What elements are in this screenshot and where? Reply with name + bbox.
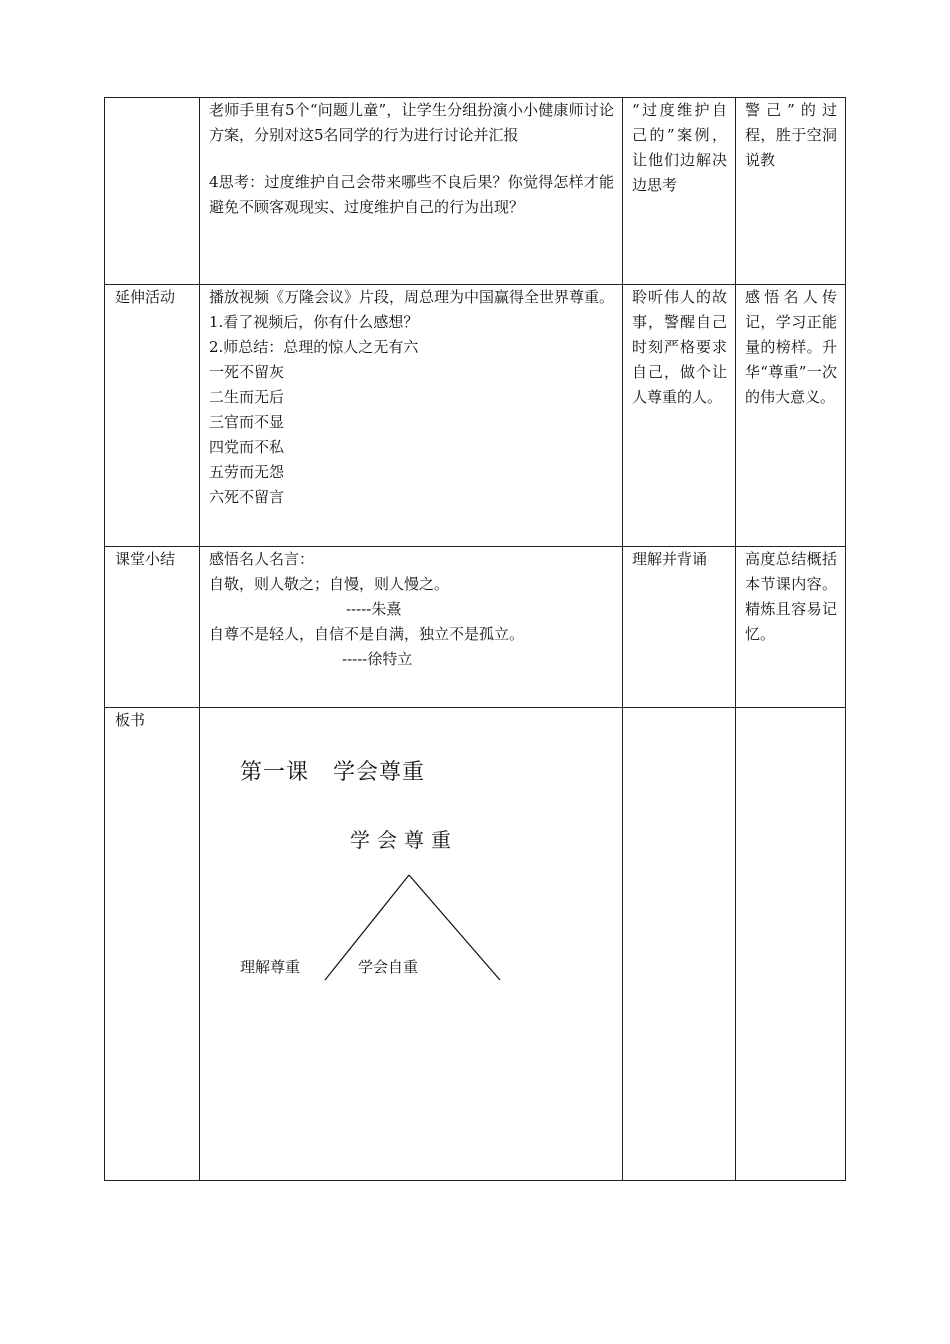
- activity-paragraph: 老师手里有5个“问题儿童”，让学生分组扮演小小健康师讨论方案，分别对这5名同学的行为进行讨论并汇报: [209, 101, 614, 144]
- stage-label-cell: [105, 708, 200, 1181]
- stage-label: 板书: [115, 711, 146, 729]
- student-activity-text: 聆听伟人的故事，警醒自己时刻严格要求自己，做个让人尊重的人。: [632, 288, 727, 406]
- board-left-label: 理解尊重: [240, 958, 301, 976]
- activity-line: 五劳而无怨: [209, 463, 285, 481]
- student-activity-cell: [623, 547, 736, 708]
- stage-label-cell: [105, 547, 200, 708]
- student-activity-cell: [623, 708, 736, 1181]
- stage-label-cell: [105, 285, 200, 547]
- design-intent-cell: [736, 98, 846, 285]
- design-intent-text: 警己”的过程，胜于空洞说教: [745, 101, 837, 169]
- quote-author: -----徐特立: [342, 650, 413, 668]
- activity-paragraph: 4思考：过度维护自己会带来哪些不良后果？你觉得怎样才能避免不顾客观现实、过度维护自己的行为出现？: [209, 173, 614, 216]
- activity-line: 2.师总结：总理的惊人之无有六: [209, 338, 419, 356]
- student-activity-text: “过度维护自己的”案例，让他们边解决边思考: [632, 101, 727, 194]
- activity-line: 四党而不私: [209, 438, 285, 456]
- activity-line: 三官而不显: [209, 413, 285, 431]
- activity-line: 感悟名人名言：: [209, 550, 315, 568]
- quote-line: 自敬，则人敬之；自慢，则人慢之。: [209, 575, 450, 593]
- stage-label: 延伸活动: [115, 288, 176, 306]
- design-intent-cell: [736, 285, 846, 547]
- design-intent-text: 感悟名人传记，学习正能量的榜样。升华“尊重”一次的伟大意义。: [745, 288, 837, 406]
- student-activity-cell: [623, 98, 736, 285]
- table-row: [105, 708, 846, 1181]
- board-title: 第一课 学会尊重: [240, 760, 425, 785]
- activity-cell: [200, 285, 623, 547]
- quote-author: -----朱熹: [346, 600, 402, 618]
- diagram-right-branch: [409, 875, 500, 980]
- table-row: [105, 98, 846, 285]
- blackboard-cell: [200, 708, 623, 1181]
- board-subtitle: 学会尊重: [350, 828, 458, 852]
- design-intent-cell: [736, 708, 846, 1181]
- stage-label: 课堂小结: [115, 550, 176, 568]
- activity-line: 六死不留言: [209, 488, 285, 506]
- board-right-label: 学会自重: [358, 958, 419, 976]
- student-activity-text: 理解并背诵: [632, 550, 708, 568]
- table-row: [105, 285, 846, 547]
- quote-line: 自尊不是轻人，自信不是自满，独立不是孤立。: [209, 625, 525, 643]
- stage-label-cell: [105, 98, 200, 285]
- activity-line: 一死不留灰: [209, 363, 285, 381]
- design-intent-cell: [736, 547, 846, 708]
- lesson-plan-table: [104, 97, 846, 1181]
- activity-cell: [200, 98, 623, 285]
- table-row: [105, 547, 846, 708]
- activity-line: 1.看了视频后，你有什么感想？: [209, 313, 419, 331]
- design-intent-text: 高度总结概括本节课内容。精炼且容易记忆。: [745, 550, 837, 643]
- student-activity-cell: [623, 285, 736, 547]
- activity-line: 播放视频《万隆会议》片段，周总理为中国赢得全世界尊重。: [209, 288, 615, 306]
- board-diagram: [200, 708, 623, 1180]
- blackboard-design: [200, 708, 622, 1180]
- activity-line: 二生而无后: [209, 388, 285, 406]
- activity-cell: [200, 547, 623, 708]
